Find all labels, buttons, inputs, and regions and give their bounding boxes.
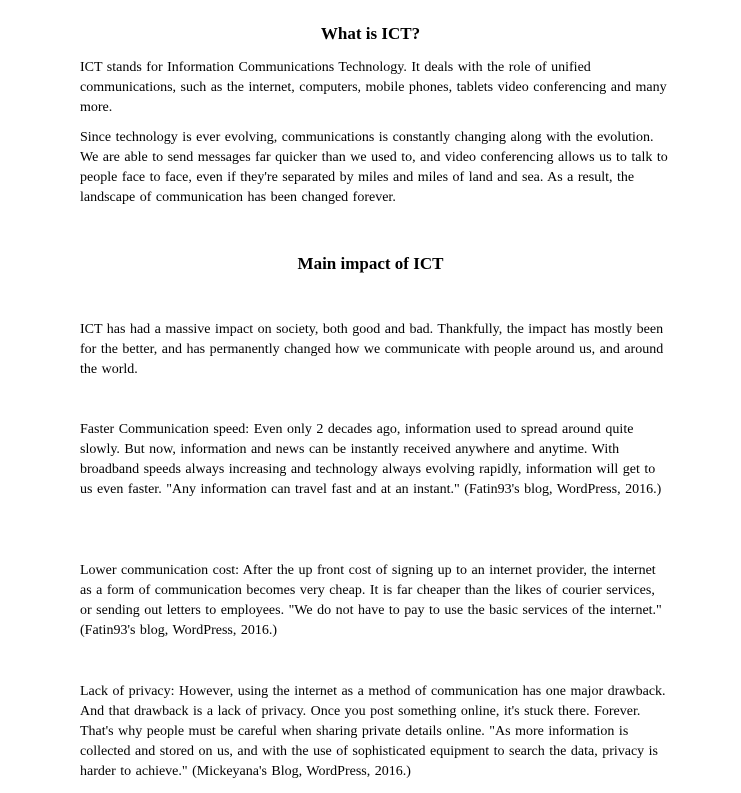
paragraph-lower-cost: Lower communication cost: After the up front cost of signing up to an internet provider, the internet as a form of communication becomes very cheap. It is far cheaper than the likes of courier services, or sending out letters to employees. "We do not have to pay to use the basic services of the internet." (Fatin93's blog, WordPress, 2016.) <box>80 563 662 638</box>
paragraph-impact-overview: ICT has had a massive impact on society, both good and bad. Thankfully, the impact has mostly been for the better, and has permanently changed how we communicate with people around us, and around the world. <box>80 322 664 377</box>
section-heading-what-is-ict: What is ICT? <box>320 24 421 43</box>
paragraph-faster-communication: Faster Communication speed: Even only 2 decades ago, information used to spread around quite slowly. But now, information and news can be instantly received anywhere and anytime. With broadband speeds always increasing and technology always evolving rapidly, information will get to us even faster. "Any information can travel fast and at an instant." (Fatin93's blog, WordPress, 2016.) <box>80 422 662 497</box>
paragraph-ict-definition: ICT stands for Information Communications Technology. It deals with the role of unified communications, such as the internet, computers, mobile phones, tablets video conferencing and many more. <box>80 60 667 115</box>
paragraph-technology-evolving: Since technology is ever evolving, communications is constantly changing along with the evolution. We are able to send messages far quicker than we used to, and video conferencing allows us to talk to people face to face, even if they're separated by miles and miles of land and sea. As a result, the landscape of communication has been changed forever. <box>80 130 668 205</box>
paragraph-lack-of-privacy: Lack of privacy: However, using the internet as a method of communication has one major drawback. And that drawback is a lack of privacy. Once you post something online, it's stuck there. Forever. That's why people must be careful when sharing private details online. "As more information is collected and stored on us, and with the use of sophisticated equipment to search the data, privacy is harder to achieve." (Mickeyana's Blog, WordPress, 2016.) <box>80 684 666 779</box>
section-heading-main-impact: Main impact of ICT <box>297 254 444 273</box>
